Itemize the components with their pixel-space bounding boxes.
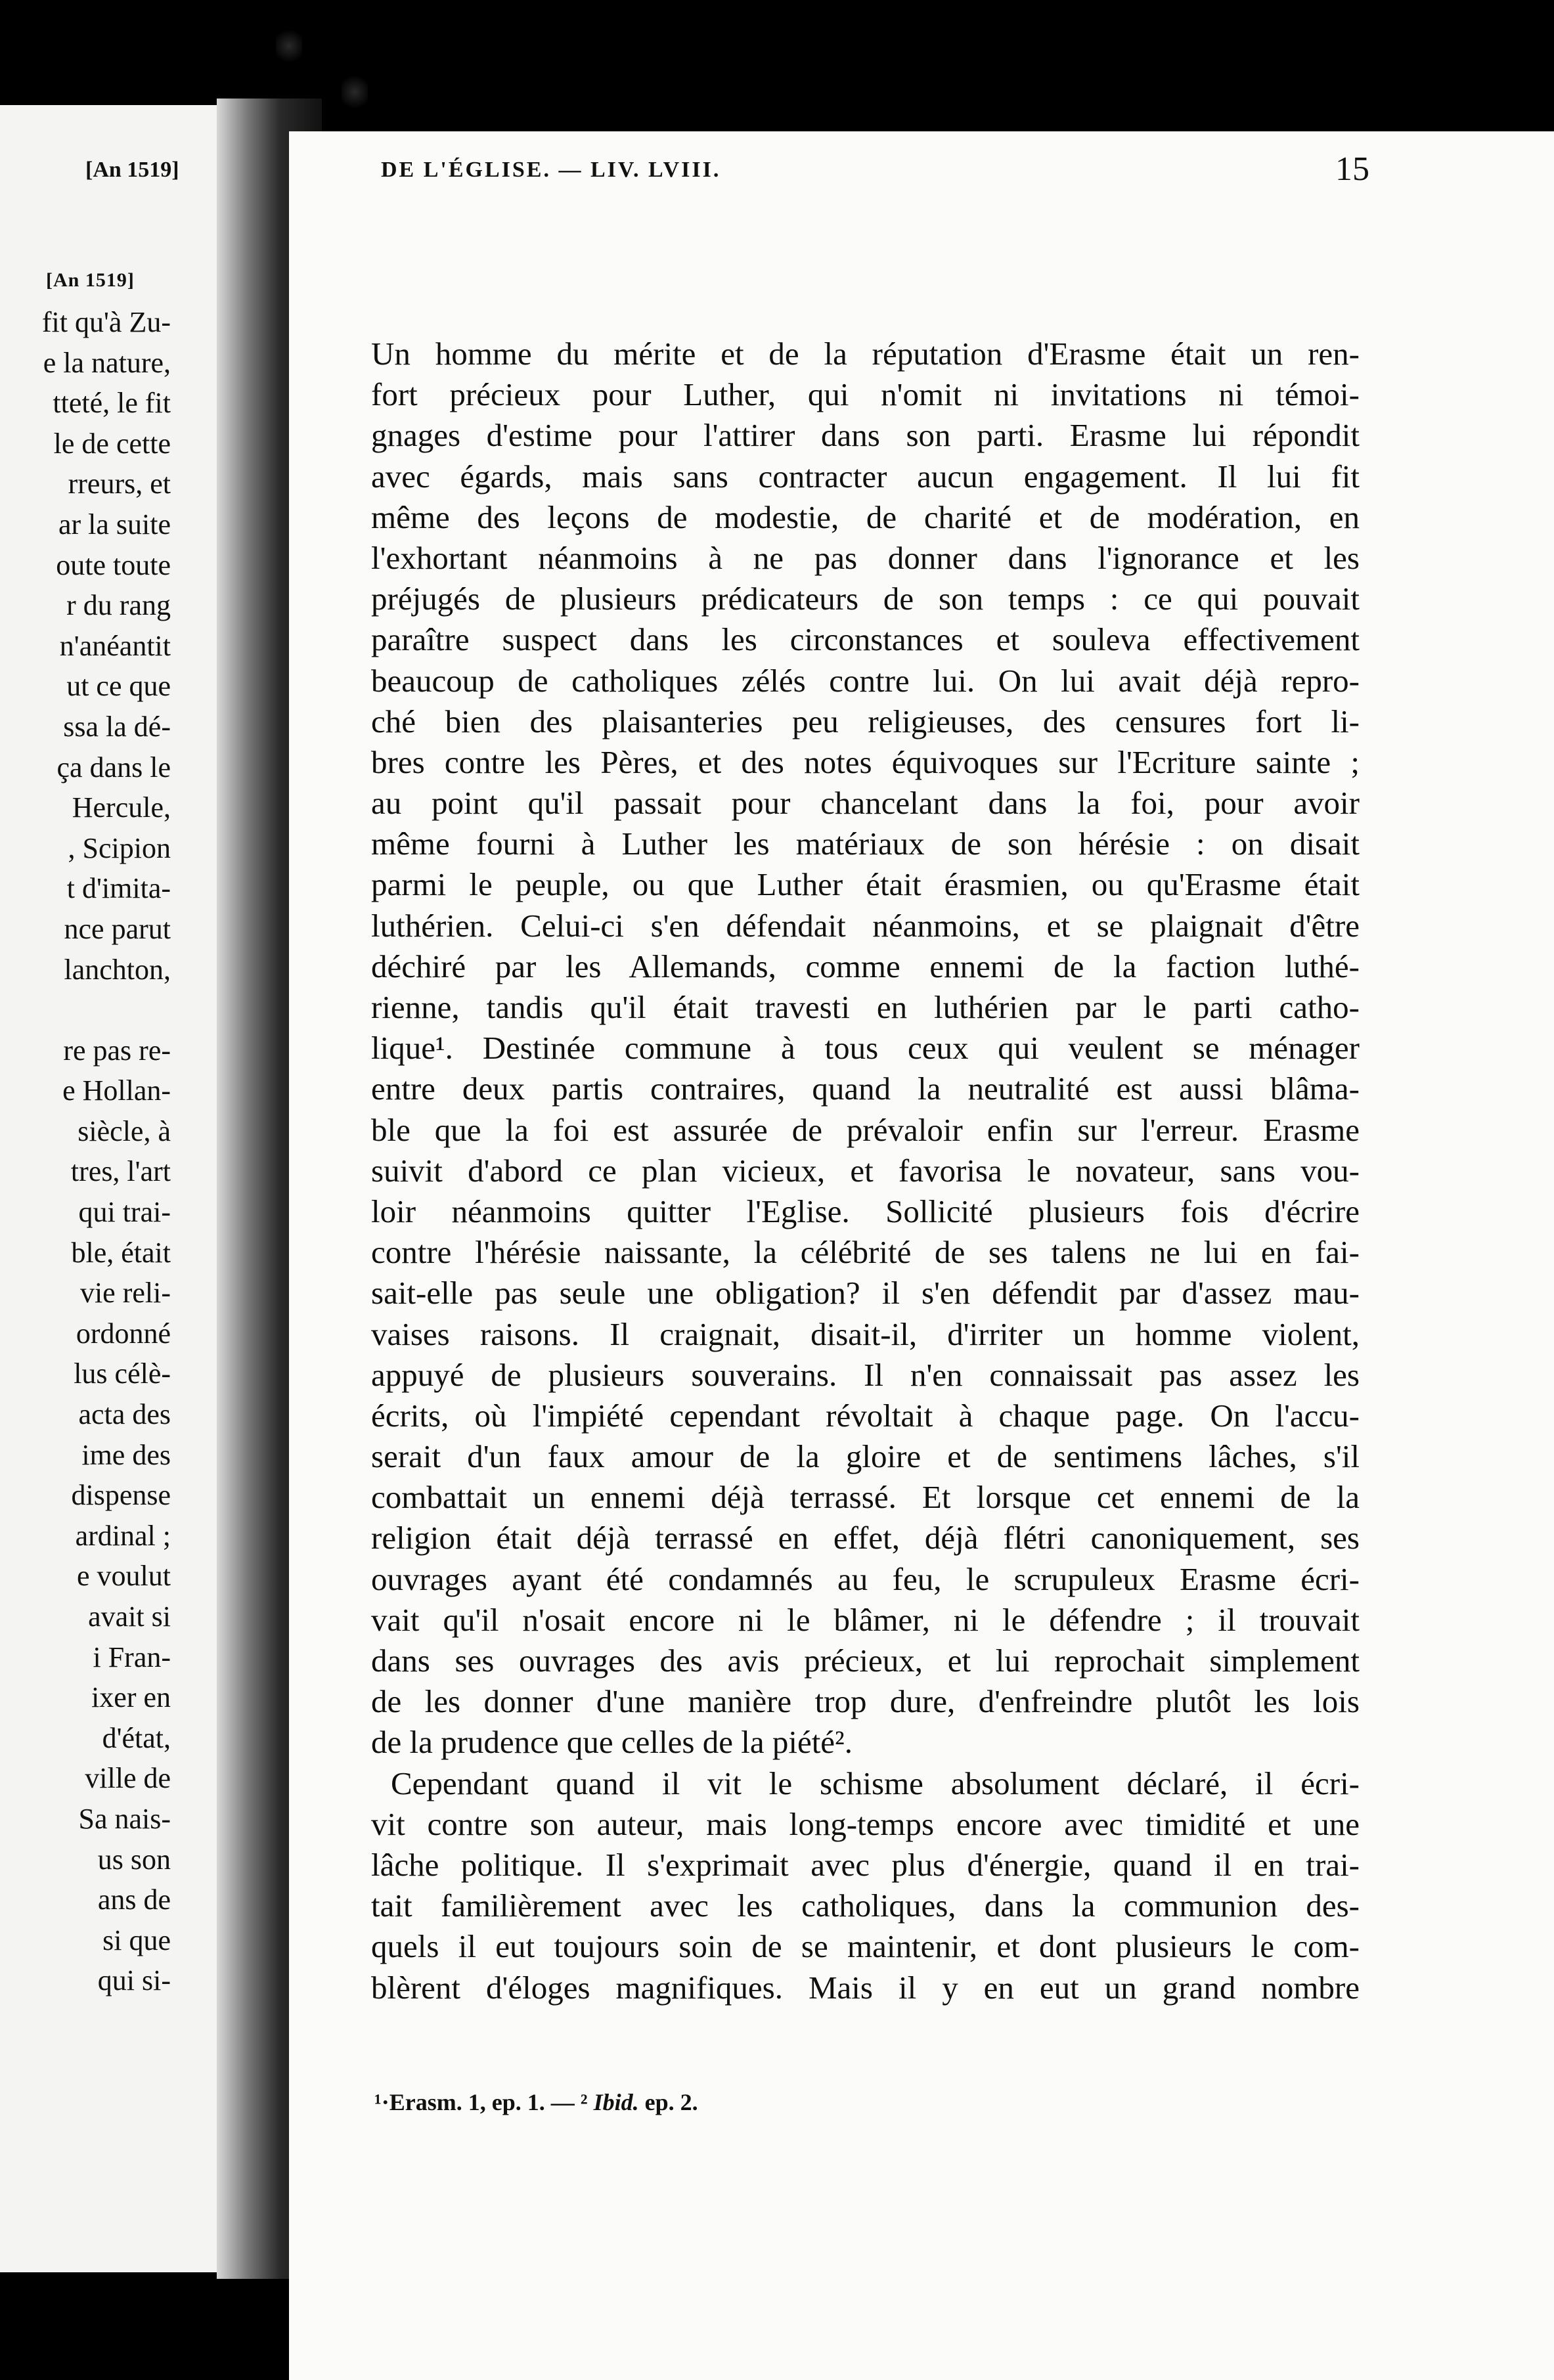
left-page-line: fit qu'à Zu- [41, 306, 171, 338]
body-line: contre l'hérésie naissante, la célébrité de ses talens ne lui en fai- [371, 1234, 1360, 1271]
running-header [85, 150, 1369, 197]
body-line: de les donner d'une manière trop dure, d'enfreindre plutôt les lois [371, 1683, 1360, 1720]
left-page-line: ardinal ; [75, 1519, 171, 1552]
left-page-line: , Scipion [68, 831, 171, 864]
header-year: [An 1519] [85, 158, 179, 182]
body-text [371, 334, 1360, 2008]
body-line: serait d'un faux amour de la gloire et de sentimens lâches, s'il [371, 1438, 1360, 1475]
left-page-line: ville de [85, 1762, 171, 1795]
left-page-line: tres, l'art [70, 1155, 171, 1188]
body-line: beaucoup de catholiques zélés contre lui. On lui avait déjà repro- [371, 662, 1360, 699]
left-page-line: n'anéantit [59, 629, 171, 662]
left-page-line: us son [97, 1843, 171, 1876]
body-line: rienne, tandis qu'il était travesti en luthérien par le parti catho- [371, 989, 1360, 1025]
page-number: 15 [1335, 150, 1369, 188]
body-line: suivit d'abord ce plan vicieux, et favorisa le novateur, sans vou- [371, 1152, 1360, 1189]
left-page-line: lus célè- [74, 1357, 171, 1390]
left-page-text [0, 302, 217, 2001]
body-line: vit contre son auteur, mais long-temps encore avec timidité et une [371, 1805, 1360, 1842]
body-line: au point qu'il passait pour chancelant dans la foi, pour avoir [371, 785, 1360, 822]
left-page-line: ans de [97, 1884, 171, 1916]
left-page-line: siècle, à [78, 1114, 171, 1147]
body-line: Cependant quand il vit le schisme absolument déclaré, il écri- [391, 1765, 1360, 1801]
body-line: déchiré par les Allemands, comme ennemi de la faction luthé- [371, 948, 1360, 984]
left-page-line: ime des [81, 1438, 171, 1471]
left-page-line: lanchton, [64, 953, 171, 986]
body-line: parmi le peuple, ou que Luther était érasmien, ou qu'Erasme était [371, 866, 1360, 903]
left-page-line: e la nature, [43, 346, 171, 379]
body-line: préjugés de plusieurs prédicateurs de son temps : ce qui pouvait [371, 581, 1360, 617]
scan-smudge [276, 26, 302, 66]
body-line: ché bien des plaisanteries peu religieuses, des censures fort li- [371, 703, 1360, 739]
body-line: écrits, où l'impiété cependant révoltait à chaque page. On l'accu- [371, 1397, 1360, 1434]
left-page-line [0, 990, 217, 1030]
body-line: de la prudence que celles de la piété². [371, 1724, 853, 1761]
left-page-line: avait si [88, 1600, 171, 1633]
body-line: vait qu'il n'osait encore ni le blâmer, ni le défendre ; il trouvait [371, 1601, 1360, 1638]
body-line: Un homme du mérite et de la réputation d'Erasme était un ren- [371, 336, 1360, 372]
body-line: loir néanmoins quitter l'Eglise. Sollicité plusieurs fois d'écrire [371, 1193, 1360, 1229]
left-page-line: Hercule, [72, 791, 171, 824]
left-page-line: i Fran- [93, 1641, 171, 1673]
body-line: l'exhortant néanmoins à ne pas donner dans l'ignorance et les [371, 539, 1360, 576]
left-page-line: rreurs, et [68, 468, 171, 500]
left-page-line: e voulut [77, 1560, 171, 1593]
left-page-line: le de cette [53, 427, 171, 460]
body-line: dans ses ouvrages des avis précieux, et lui reprochait simplement [371, 1642, 1360, 1679]
left-page-line: ssa la dé- [63, 710, 171, 743]
body-line: gnages d'estime pour l'attirer dans son parti. Erasme lui répondit [371, 417, 1360, 454]
body-line: même fourni à Luther les matériaux de son hérésie : on disait [371, 826, 1360, 862]
left-page-line: t d'imita- [66, 872, 171, 905]
left-page-line: e Hollan- [62, 1074, 171, 1107]
left-page-line: ut ce que [66, 670, 171, 703]
body-line: religion était déjà terrassé en effet, déjà flétri canoniquement, ses [371, 1520, 1360, 1556]
left-page-line: ordonné [76, 1317, 171, 1350]
body-line: ouvrages ayant été condamnés au feu, le scrupuleux Erasme écri- [371, 1560, 1360, 1597]
left-page-line: oute toute [56, 548, 171, 581]
footnotes [374, 2088, 698, 2116]
body-line: tait familièrement avec les catholiques, dans la communion des- [371, 1887, 1360, 1924]
footnote-1: ¹·Erasm. 1, ep. 1. — ² [374, 2089, 594, 2115]
left-page-line: qui trai- [78, 1196, 171, 1229]
body-line: vaises raisons. Il craignait, disait-il, d'irriter un homme violent, [371, 1315, 1360, 1352]
body-line: combattait un ennemi déjà terrassé. Et lorsque cet ennemi de la [371, 1479, 1360, 1516]
left-page-line: nce parut [64, 912, 171, 945]
body-line: fort précieux pour Luther, qui n'omit ni invitations ni témoi- [371, 376, 1360, 413]
left-page-line: si que [102, 1924, 171, 1956]
left-page-line: vie reli- [79, 1277, 171, 1310]
left-page-line: Sa nais- [78, 1802, 171, 1835]
left-page-line: ixer en [91, 1681, 171, 1714]
body-line: paraître suspect dans les circonstances et souleva effectivement [371, 621, 1360, 658]
left-page-line: qui si- [97, 1964, 171, 1997]
body-line: luthérien. Celui-ci s'en défendait néanmoins, et se plaignait d'être [371, 907, 1360, 944]
body-line: ble que la foi est assurée de prévaloir enfin sur l'erreur. Erasme [371, 1111, 1360, 1148]
left-page-line: re pas re- [63, 1034, 171, 1067]
body-line: blèrent d'éloges magnifiques. Mais il y en eut un grand nombre [371, 1969, 1360, 2006]
left-page-line: dispense [71, 1479, 171, 1512]
left-page-line: ble, était [71, 1236, 171, 1269]
footnote-ibid: Ibid. [593, 2089, 639, 2115]
body-line: appuyé de plusieurs souverains. Il n'en connaissait pas assez les [371, 1356, 1360, 1393]
body-line: même des leçons de modestie, de charité et de modération, en [371, 498, 1360, 535]
left-page-line: d'état, [102, 1721, 171, 1754]
left-page [0, 105, 230, 2272]
body-line: lique¹. Destinée commune à tous ceux qui veulent se ménager [371, 1030, 1360, 1067]
left-page-line: r du rang [66, 589, 171, 622]
scan-smudge [342, 72, 368, 112]
body-line: quels il eut toujours soin de se maintenir, et dont plusieurs le com- [371, 1928, 1360, 1965]
left-page-line: ar la suite [58, 508, 171, 540]
body-line: avec égards, mais sans contracter aucun engagement. Il lui fit [371, 458, 1360, 495]
body-line: entre deux partis contraires, quand la neutralité est aussi blâma- [371, 1070, 1360, 1107]
left-page-header: [An 1519] [46, 269, 135, 291]
body-line: bres contre les Pères, et des notes équivoques sur l'Ecriture sainte ; [371, 743, 1360, 780]
footnote-2: ep. 2. [638, 2089, 698, 2115]
left-page-line: acta des [78, 1398, 171, 1431]
left-page-line: ça dans le [56, 751, 171, 783]
body-line: sait-elle pas seule une obligation? il s'en défendit par d'assez mau- [371, 1275, 1360, 1311]
header-title: DE L'ÉGLISE. — LIV. LVIII. [381, 158, 721, 182]
body-line: lâche politique. Il s'exprimait avec plus d'énergie, quand il en trai- [371, 1846, 1360, 1883]
left-page-line: tteté, le fit [53, 387, 171, 420]
